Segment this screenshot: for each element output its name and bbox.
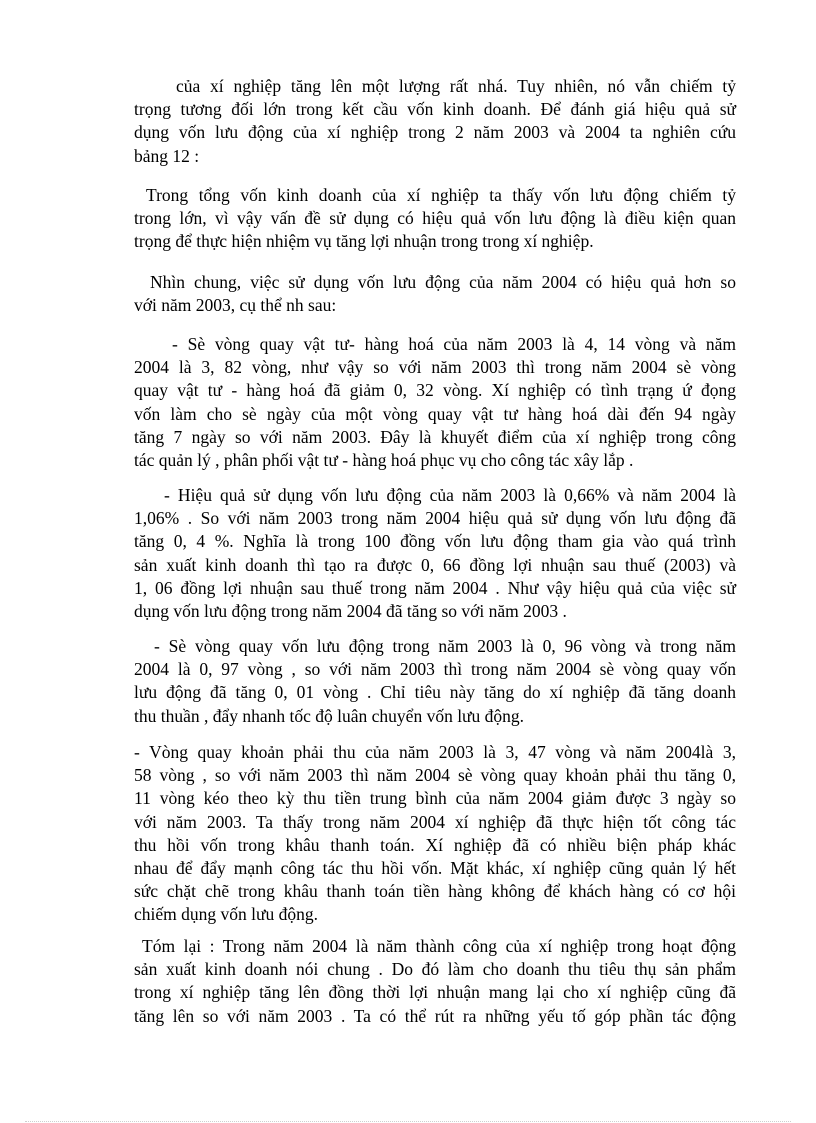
text-line: dụng vốn lưu động của xí nghiệp trong 2 năm 2003 và 2004 ta nghiên cứu: [134, 122, 736, 143]
text-line: thu hồi vốn trong khâu thanh toán. Xí nghiệp đã có nhiều biện pháp khác: [134, 834, 736, 855]
text-line: tăng lên so với năm 2003 . Ta có thể rút ra những yếu tố góp phần tác động: [134, 1005, 736, 1026]
paragraph-capital-turnover: [134, 635, 736, 728]
paragraph-inventory-turnover: [134, 333, 736, 472]
paragraph-efficiency: [134, 484, 736, 623]
paragraph-intro: [134, 75, 736, 168]
text-line: tăng 7 ngày so với năm 2003. Đây là khuyết điểm của xí nghiệp trong công: [134, 426, 736, 447]
page-bottom-divider: [25, 1121, 791, 1122]
text-line: tăng 0, 4 %. Nghĩa là trong 100 đồng vốn lưu động tham gia vào quá trình: [134, 531, 736, 552]
text-line: 11 vòng kéo theo kỳ thu tiền trung bình của năm 2004 giảm được 3 ngày so: [134, 788, 736, 809]
text-line: với năm 2003, cụ thể nh sau:: [134, 295, 337, 316]
text-line: vốn làm cho sè ngày của một vòng quay vật tư hàng hoá dài đến 94 ngày: [134, 403, 736, 424]
text-line: 1,06% . So với năm 2003 trong năm 2004 hiệu quả sử dụng vốn lưu động đã: [134, 508, 736, 529]
text-line: sản xuất kinh doanh thì tạo ra được 0, 66 đồng lợi nhuận sau thuế (2003) và: [134, 554, 736, 575]
paragraph-overview: [134, 271, 736, 317]
text-line: Nhìn chung, việc sử dụng vốn lưu động của năm 2004 có hiệu quả hơn so: [150, 272, 736, 292]
text-line: 58 vòng , so với năm 2003 thì năm 2004 sè vòng quay khoản phải thu tăng 0,: [134, 765, 736, 786]
paragraph-conclusion: [134, 935, 736, 1028]
text-line: Tóm lại : Trong năm 2004 là năm thành công của xí nghiệp trong hoạt động: [142, 936, 736, 956]
text-line: chiếm dụng vốn lưu động.: [134, 904, 318, 925]
text-line: lưu động đã tăng 0, 01 vòng . Chỉ tiêu này tăng do xí nghiệp đã tăng doanh: [134, 682, 736, 703]
text-line: Trong tổng vốn kinh doanh của xí nghiệp ta thấy vốn lưu động chiếm tỷ: [146, 185, 736, 205]
text-line: sức chặt chẽ trong khâu thanh toán tiền hàng không để khách hàng có cơ hội: [134, 881, 736, 902]
text-line: bảng 12 :: [134, 145, 200, 166]
text-line: trọng tương đối lớn trong kết cầu vốn kinh doanh. Để đánh giá hiệu quả sử: [134, 99, 736, 120]
text-line: thu thuần , đẩy nhanh tốc độ luân chuyển vốn lưu động.: [134, 705, 525, 726]
text-line: 2004 là 0, 97 vòng , so với năm 2003 thì trong năm 2004 sè vòng quay vốn: [134, 659, 736, 680]
text-line: - Sè vòng quay vật tư- hàng hoá của năm 2003 là 4, 14 vòng và năm: [172, 334, 736, 354]
text-line: dụng vốn lưu động trong năm 2004 đã tăng so với năm 2003 .: [134, 600, 567, 621]
text-line: 1, 06 đồng lợi nhuận sau thuế trong năm 2004 . Như vậy hiệu quả của việc sử: [134, 577, 736, 598]
text-line: - Sè vòng quay vốn lưu động trong năm 2003 là 0, 96 vòng và trong năm: [154, 636, 736, 656]
text-line: nhau để đẩy mạnh công tác thu hồi vốn. Mặt khác, xí nghiệp cũng quản lý hết: [134, 857, 736, 878]
text-line: 2004 là 3, 82 vòng, như vậy so với năm 2003 thì trong năm 2004 sè vòng: [134, 357, 736, 378]
text-line: sản xuất kinh doanh nói chung . Do đó làm cho doanh thu tiêu thụ sản phẩm: [134, 959, 736, 980]
text-line: - Vòng quay khoản phải thu của năm 2003 là 3, 47 vòng và năm 2004là 3,: [134, 742, 736, 762]
text-line: với năm 2003. Ta thấy trong năm 2004 xí nghiệp đã thực hiện tốt công tác: [134, 811, 736, 832]
paragraph-receivables: [134, 741, 736, 927]
text-line: - Hiệu quả sử dụng vốn lưu động của năm 2003 là 0,66% và năm 2004 là: [164, 485, 736, 505]
paragraph-importance: [134, 184, 736, 254]
text-line: trọng để thực hiện nhiệm vụ tăng lợi nhuận trong trong xí nghiệp.: [134, 231, 594, 252]
text-line: trong xí nghiệp tăng lên đồng thời lợi nhuận mang lại cho xí nghiệp cũng đã: [134, 982, 736, 1003]
text-line: quay vật tư - hàng hoá đã giảm 0, 32 vòng. Xí nghiệp có tình trạng ứ đọng: [134, 380, 736, 401]
text-line: tác quản lý , phân phối vật tư - hàng hoá phục vụ cho công tác xây lắp .: [134, 449, 634, 470]
text-line: của xí nghiệp tăng lên một lượng rất nhá. Tuy nhiên, nó vẫn chiếm tỷ: [176, 76, 736, 96]
text-line: trong lớn, vì vậy vấn đề sử dụng có hiệu quả vốn lưu động là điều kiện quan: [134, 208, 736, 229]
